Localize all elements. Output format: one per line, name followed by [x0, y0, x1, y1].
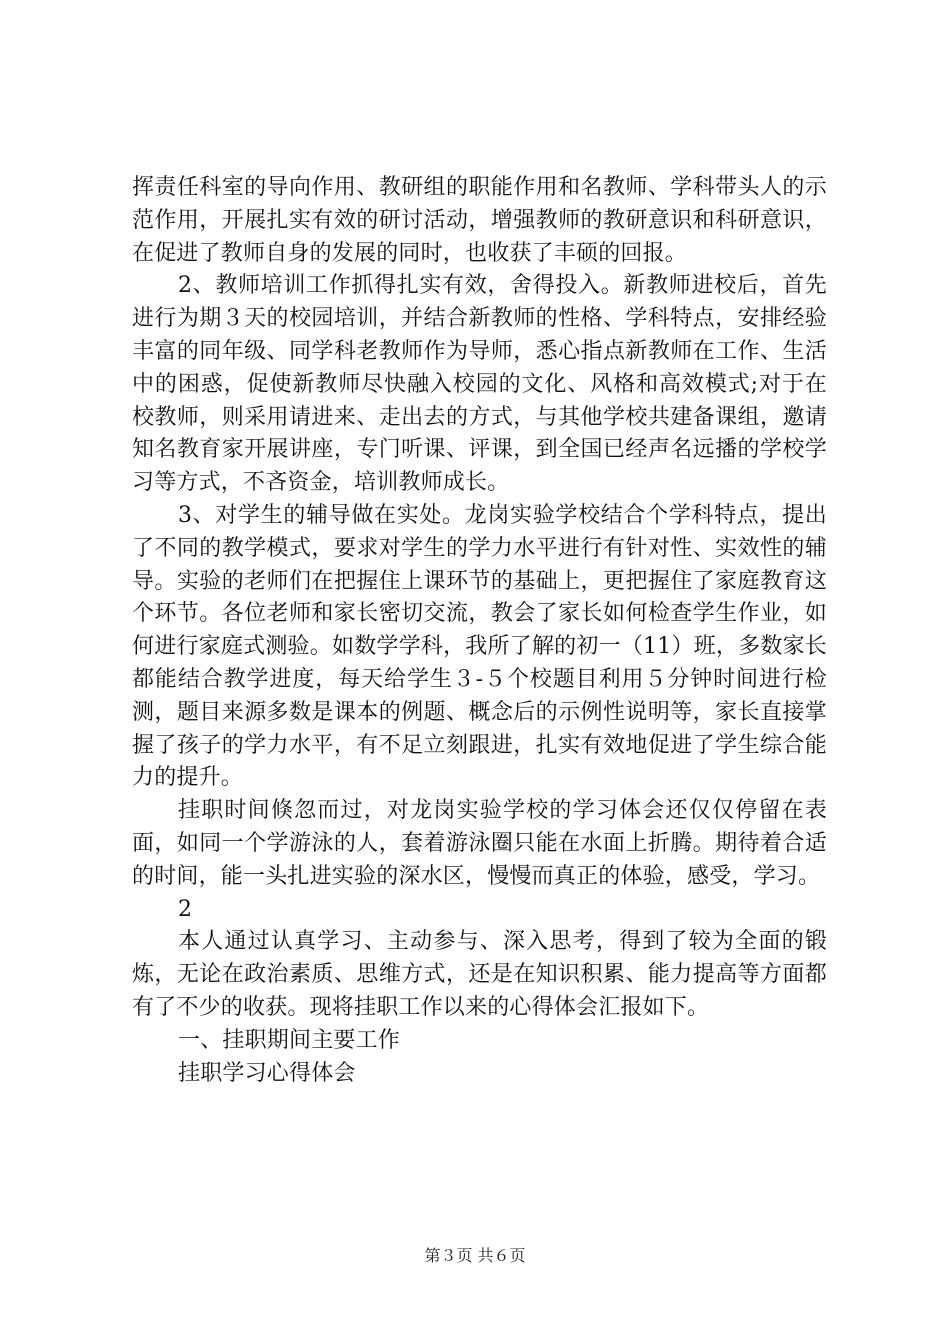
document-title: 挂职学习心得体会 [178, 1060, 356, 1086]
document-body [132, 172, 827, 1090]
paragraph-teacher-training: 2、教师培训工作抓得扎实有效，舍得投入。新教师进校后，首先进行为期３天的校园培训，并结合新教师的性格、学科特点，安排经验丰富的同年级、同学科老教师作为导师，悉心指点新教师在工作、生活中的困惑，促使新教师尽快融入校园的文化、风格和高效模式;对于在校教师，则采用请进来、走出去的方式，与其他学校共建备课组，邀请知名教育家开展讲座，专门听课、评课，到全国已经声名远播的学校学习等方式，不吝资金，培训教师成长。 [132, 273, 827, 496]
paragraph-introduction: 本人通过认真学习、主动参与、深入思考，得到了较为全面的锻炼，无论在政治素质、思维方式，还是在知识积累、能力提高等方面都有了不少的收获。现将挂职工作以来的心得体会汇报如下。 [132, 929, 827, 1020]
page-number-footer: 第３页 共６页 [424, 1246, 526, 1265]
section-heading: 一、挂职期间主要工作 [178, 1027, 401, 1053]
section-number: 2 [178, 896, 193, 922]
paragraph-continuation: 挥责任科室的导向作用、教研组的职能作用和名教师、学科带头人的示范作用，开展扎实有效的研讨活动，增强教师的教研意识和科研意识，在促进了教师自身的发展的同时，也收获了丰硕的回报。 [132, 175, 827, 266]
paragraph-closing-reflection: 挂职时间倏忽而过，对龙岗实验学校的学习体会还仅仅停留在表面，如同一个学游泳的人，套着游泳圈只能在水面上折腾。期待着合适的时间，能一头扎进实验的深水区，慢慢而真正的体验，感受，学习。 [132, 798, 827, 889]
paragraph-student-guidance: 3、对学生的辅导做在实处。龙岗实验学校结合个学科特点，提出了不同的教学模式，要求对学生的学力水平进行有针对性、实效性的辅导。实验的老师们在把握住上课环节的基础上，更把握住了家庭教育这个环节。各位老师和家长密切交流，教会了家长如何检查学生作业，如何进行家庭式测验。如数学学科，我所了解的初一（11）班，多数家长都能结合教学进度，每天给学生３-５个校题目利用５分钟时间进行检测，题目来源多数是课本的例题、概念后的示例性说明等，家长直接掌握了孩子的学力水平，有不足立刻跟进，扎实有效地促进了学生综合能力的提升。 [132, 502, 827, 791]
